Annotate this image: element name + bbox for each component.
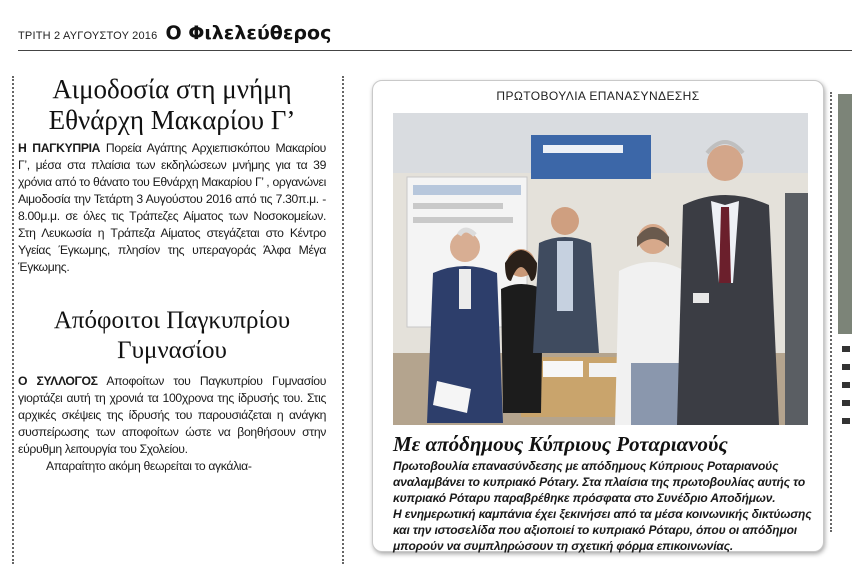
article-body	[18, 140, 326, 276]
adjacent-photo-edge	[838, 94, 852, 334]
left-column	[18, 74, 326, 475]
feature-paragraph-2: Η ενημερωτική καμπάνια έχει ξεκινήσει από τα μέσα κοινωνικής δικτύωσης και την ιστοσελίδα που αξιοποιεί το κυπριακό Ρόταρυ, όπου οι απόδημοι μπορούν να συμπληρώσουν τη σχετική φόρμα επικοινωνίας.	[393, 507, 812, 553]
article-blood-donation	[18, 74, 326, 276]
column-divider-left	[12, 76, 14, 564]
article-headline: Απόφοιτοι Παγκυπρίου Γυμνασίου	[53, 307, 291, 364]
group-photo-illustration	[393, 113, 808, 425]
adjacent-text-fragment	[842, 382, 850, 388]
adjacent-column-clip	[838, 94, 852, 564]
feature-kicker: ΠΡΩΤΟΒΟΥΛΙΑ ΕΠΑΝΑΣΥΝΔΕΣΗΣ	[496, 89, 700, 103]
article-text: Πορεία Αγάπης Αρχιεπισκόπου Μακαρίου Γ’, μέσα στα πλαίσια των εκδηλώσεων μνήμης για τα 39 χρόνια από το θάνατο του Εθνάρχη Μακαρίου Γ’ , οργανώνει Αιμοδοσία την Τετάρτη 3 Αυγούστου 2016 από τις 7.30π.μ. - 8.00μ.μ. σε όλες τις Τράπεζες Αίματος των Νοσοκομείων. Στη Λευκωσία η Τράπεζα Αίματος στεγάζεται στο Κέντρο Υγείας Έγκωμης, πλησίον της υπεραγοράς Άλφα Μέγα Έγκωμης.	[18, 141, 326, 274]
feature-box	[372, 80, 824, 552]
adjacent-text-fragment	[842, 400, 850, 406]
column-divider-middle	[342, 76, 344, 564]
adjacent-text-fragment	[842, 418, 850, 424]
masthead-rule	[18, 50, 852, 51]
article-graduates	[18, 306, 326, 475]
adjacent-text-fragment	[842, 346, 850, 352]
column-divider-right	[830, 92, 832, 532]
article-body	[18, 373, 326, 458]
newspaper-name: Ο Φιλελεύθερος	[165, 22, 332, 44]
article-text: Αποφοίτων του Παγκυπρίου Γυμνασίου γιορτάζει αυτή τη χρονιά τα 100χρονα της ίδρυσής του. Στις αρχικές σκέψεις της ίδρυσής του παρουσιάζεται η ανάγκη συσπείρωσης των αποφοίτων ώστε να βοηθήσουν στην εύρυθμη λειτουργία του Σχολείου.	[18, 374, 327, 456]
article-lead: Ο ΣΥΛΛΟΓΟΣ	[18, 374, 98, 388]
adjacent-text-fragment	[842, 364, 850, 370]
feature-body	[393, 458, 813, 554]
group-photo	[393, 113, 808, 425]
feature-title: Με απόδημους Κύπριους Ροταριανούς	[393, 432, 728, 456]
article-text-continued: Απαραίτητο ακόμη θεωρείται το αγκάλια-	[46, 459, 252, 473]
article-lead: Η ΠΑΓΚΥΠΡΙΑ	[18, 141, 101, 155]
issue-date: ΤΡΙΤΗ 2 ΑΥΓΟΥΣΤΟΥ 2016	[18, 30, 158, 42]
article-headline: Αιμοδοσία στη μνήμη Εθνάρχη Μακαρίου Γ’	[48, 74, 296, 135]
feature-paragraph-1: Πρωτοβουλία επανασύνδεσης με απόδημους Κύπριους Ροταριανούς αναλαμβάνει το κυπριακό Ρότary. Στα πλαίσια της πρωτοβουλίας αυτής το κυπριακό Ρόταρυ παραβρέθηκε πρόσφατα στο Συνέδριο Αποδήμων.	[393, 459, 806, 505]
